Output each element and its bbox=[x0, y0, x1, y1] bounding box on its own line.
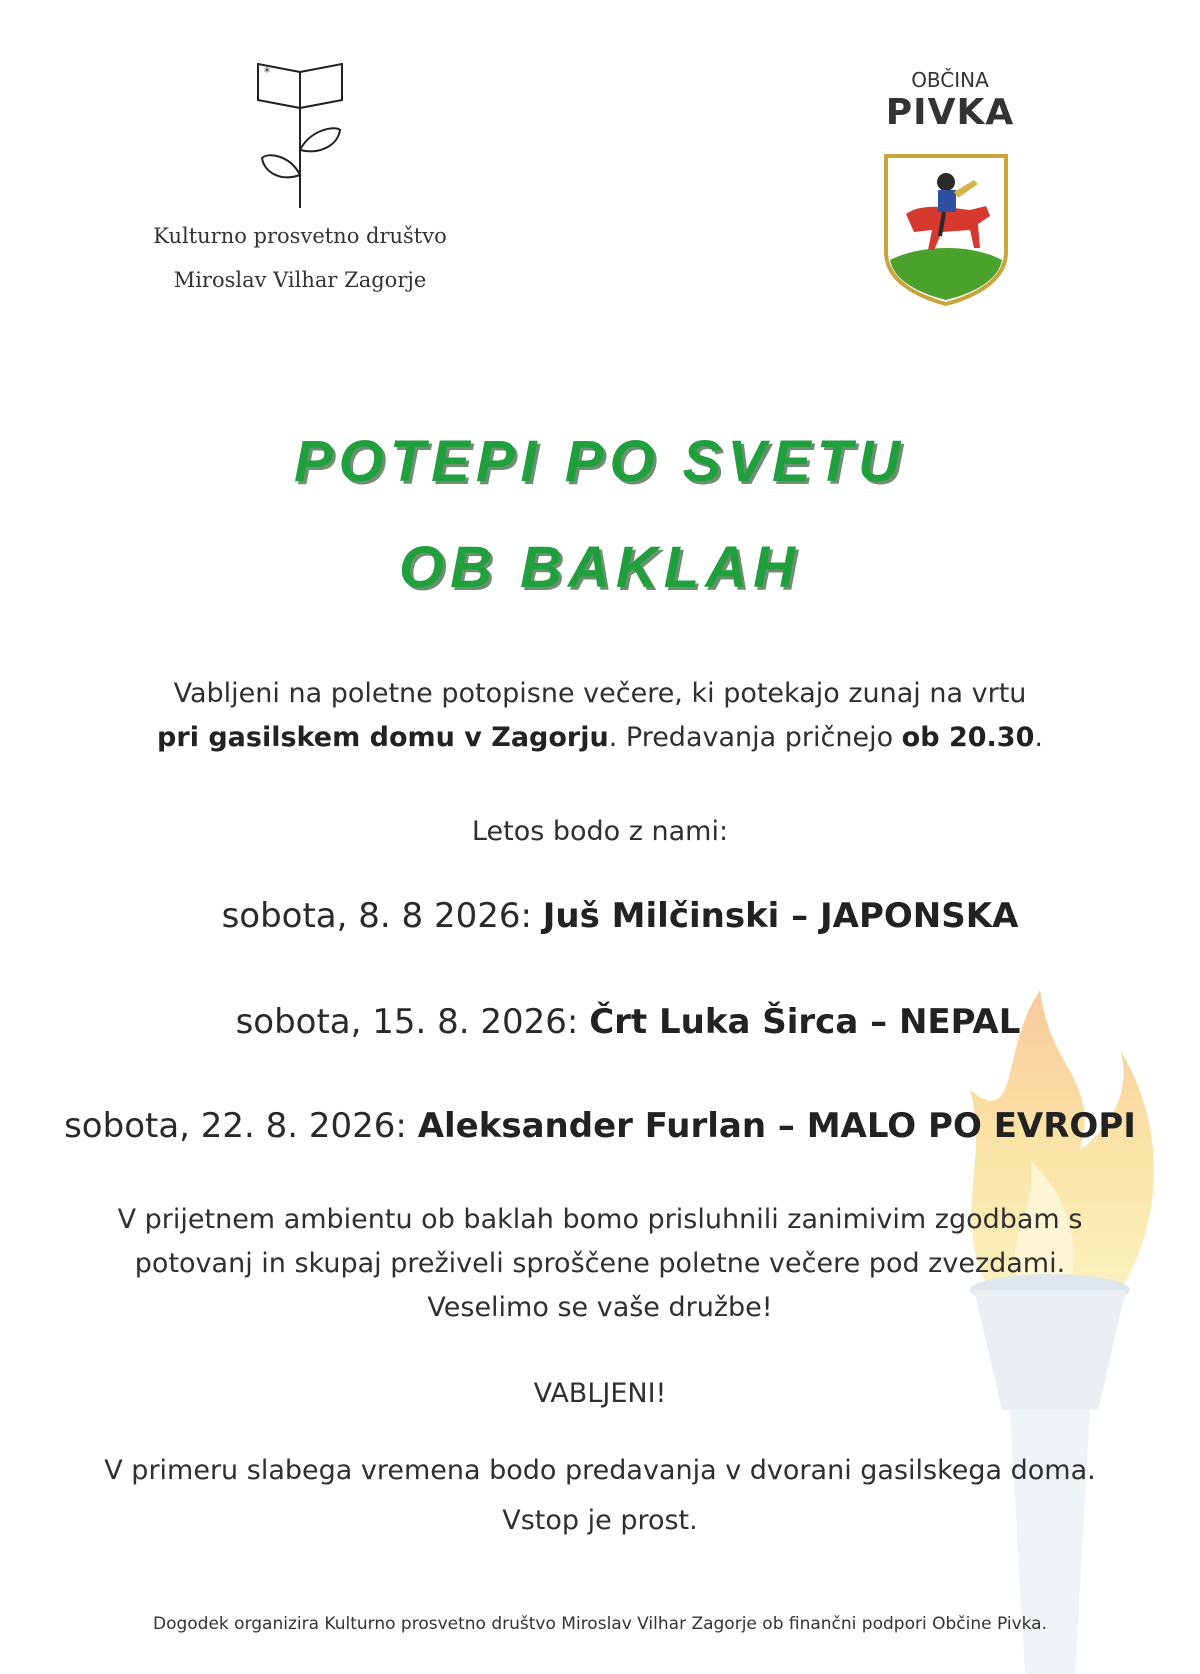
event-date: sobota, 22. 8. 2026: bbox=[64, 1106, 418, 1146]
intro-text1: Vabljeni na poletne potopisne večere, ki potekajo zunaj na vrtu bbox=[173, 678, 1027, 709]
coat-of-arms-horseman-icon bbox=[882, 152, 1010, 306]
event-date: sobota, 8. 8 2026: bbox=[221, 896, 543, 936]
organizer-name-line2: Miroslav Vilhar Zagorje bbox=[173, 268, 427, 292]
event-item bbox=[0, 896, 1200, 936]
svg-text:*: * bbox=[264, 65, 270, 79]
invitation-text: VABLJENI! bbox=[533, 1378, 667, 1409]
footer-note: Dogodek organizira Kulturno prosvetno društvo Miroslav Vilhar Zagorje ob finančni podpori Občine Pivka. bbox=[152, 1614, 1048, 1634]
ambient-line1: V prijetnem ambientu ob baklah bomo prisluhnili zanimivim zgodbam s bbox=[117, 1204, 1083, 1235]
letos-heading: Letos bodo z nami: bbox=[471, 816, 729, 847]
event-item bbox=[0, 1002, 1200, 1042]
event-date: sobota, 15. 8. 2026: bbox=[235, 1002, 590, 1042]
municipality-label: OBČINA bbox=[911, 68, 989, 92]
weather-line2: Vstop je prost. bbox=[502, 1505, 698, 1536]
ambient-line2: potovanj in skupaj preživeli sproščene poletne večere pod zvezdami. bbox=[134, 1248, 1066, 1279]
event-speaker: Aleksander Furlan – MALO PO EVROPI bbox=[417, 1106, 1136, 1146]
event-title-line1: POTEPI PO SVETU bbox=[293, 429, 907, 494]
book-flower-icon bbox=[250, 60, 350, 210]
intro-paragraph bbox=[0, 672, 1200, 760]
event-speaker: Juš Milčinski – JAPONSKA bbox=[542, 896, 1019, 936]
torch-icon bbox=[930, 990, 1170, 1674]
ambient-line3: Veselimo se vaše družbe! bbox=[427, 1292, 773, 1323]
weather-line1: V primeru slabega vremena bodo predavanja v dvorani gasilskega doma. bbox=[104, 1455, 1096, 1486]
intro-text3: . bbox=[1034, 722, 1043, 753]
municipality-name: PIVKA bbox=[885, 92, 1015, 133]
intro-time: ob 20.30 bbox=[901, 722, 1035, 753]
intro-text2: . Predavanja pričnejo bbox=[608, 722, 902, 753]
ambient-paragraph bbox=[0, 1198, 1200, 1330]
event-speaker: Črt Luka Širca – NEPAL bbox=[589, 1002, 1021, 1042]
intro-location: pri gasilskem domu v Zagorju bbox=[157, 722, 609, 753]
event-title-line2: OB BAKLAH bbox=[399, 535, 801, 600]
organizer-name-line1: Kulturno prosvetno društvo bbox=[153, 224, 447, 248]
event-item bbox=[0, 1106, 1200, 1146]
weather-note bbox=[0, 1446, 1200, 1546]
